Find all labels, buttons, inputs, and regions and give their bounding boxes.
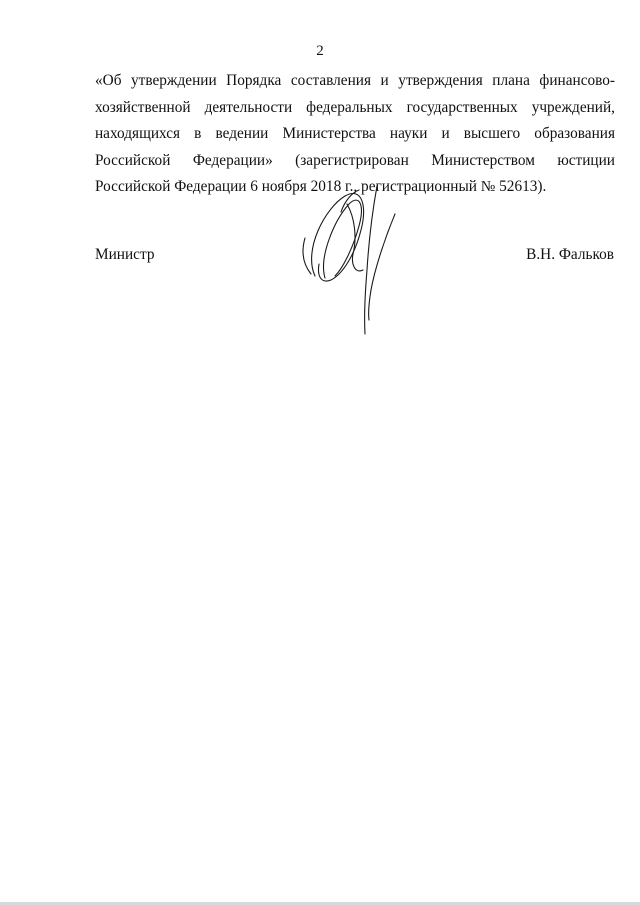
handwritten-signature-icon	[285, 178, 415, 338]
paragraph-line-1: «Об утверждении Порядка составления и утверждения плана финансово-	[95, 72, 615, 89]
signer-name: В.Н. Фальков	[526, 246, 614, 263]
signer-title: Министр	[95, 246, 155, 263]
paragraph-line-5: Российской Федерации 6 ноября 2018 г., регистрационный № 52613).	[95, 178, 547, 195]
paragraph-line-3: находящихся в ведении Министерства науки и высшего образования	[95, 125, 615, 142]
paragraph-line-4: Российской Федерации» (зарегистрирован Министерством юстиции	[95, 151, 615, 169]
page-number: 2	[316, 43, 324, 59]
paragraph-line-2: хозяйственной деятельности федеральных государственных учреждений,	[95, 98, 615, 116]
